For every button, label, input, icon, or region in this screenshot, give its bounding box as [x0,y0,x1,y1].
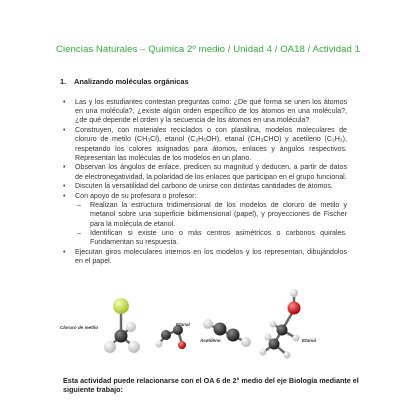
hydrogen-atom [260,349,267,356]
sub-list [75,201,347,247]
bullet-text: Con apoyo de su profesora o profesor: [75,192,197,201]
bullet-item [62,248,347,266]
ethanal-model [156,325,187,349]
activity-content [62,98,347,267]
section-title-text: Analizando moléculas orgánicas [74,77,189,86]
hydrogen-atom [126,322,136,332]
section-number: 1. [60,77,67,86]
chlorine-atom [113,298,129,314]
sub-item [75,229,347,247]
bullet-text: Discuten la versatilidad del carbono de unirse con distintas cantidades de átomos. [75,182,333,191]
molecule-models-figure [54,282,344,362]
molecule-label-acetylene: Acetileno [200,338,221,343]
ethanol-model [260,289,301,359]
bullet-icon: • [63,164,66,172]
sub-item-text: Identifican si existe uno o más centros asimétricos o carbonos quirales. Fundamentan su respuesta. [90,228,347,247]
sub-item [75,201,347,229]
bullet-item [62,163,347,181]
bullet-item [62,192,347,247]
hydrogen-atom [156,341,163,348]
bullet-icon: • [63,183,66,191]
bullet-list [62,98,347,266]
carbon-atom [277,325,288,336]
carbon-atom [214,323,227,336]
molecule-label-methyl-chloride: Cloruro de metilo [60,325,99,330]
section-title [60,77,189,86]
carbon-atom [227,329,240,342]
hydrogen-atom [128,341,140,353]
molecule-label-ethanal: Etanal [176,322,190,327]
bullet-icon: • [63,127,66,135]
bullet-icon: • [63,99,66,106]
hydrogen-atom [203,319,213,329]
hydrogen-atom [270,321,277,328]
bullet-text: Construyen, con materiales reciclados o con plastilina, modelos moleculares de cloruro de metilo (CH₃Cl), etanol (C₂H₅OH), etanal (CH₃CHO) y acetileno (C₂H₂), respetando los colores asignados para átomos, enlaces y ángulos respectivos. Representan las moléculas de los modelos en un plano. [75,126,347,162]
dash-icon: – [77,201,81,210]
bullet-item [62,98,347,126]
methyl-chloride-model [104,298,140,353]
bullet-text: Observan los ángulos de enlace, predicen su magnitud y deducen, a partir de datos de electronegatividad, la polaridad de los enlaces que participan en el grupo funcional. [75,163,347,181]
breadcrumb-header: Ciencias Naturales – Química 2º medio / Unidad 4 / OA18 / Actividad 1 [56,44,360,55]
bullet-icon: • [63,248,66,256]
carbon-atom [161,330,171,340]
bullet-text: Ejecutan giros moleculares internos en los modelos y los representan, dibujándolos en el papel. [75,247,347,265]
carbon-atom [269,339,280,350]
sub-item-text: Realizan la estructura tridimensional de los modelos de cloruro de metilo y metanol sobre una superficie bidimensional (papel), y proyecciones de Fischer para la molécula de etanol. [90,201,347,228]
molecule-models-svg [54,282,344,362]
footer-note: Esta actividad puede relacionarse con el OA 6 de 2° medio del eje Biología mediante el siguiente trabajo: [63,376,359,395]
hydrogen-atom [284,352,291,359]
oxygen-atom [178,341,186,349]
molecule-label-ethanol: Etanol [302,338,317,343]
bullet-text: Las y los estudiantes contestan preguntas como: ¿De qué forma se unen los átomos en una molécula?, ¿existe algún orden específico de los átomos en una molécula?, ¿de qué depende el orden y la secuencia de los átomos en una molécula? [75,98,347,125]
hydrogen-atom [241,337,251,347]
hydrogen-atom [293,335,300,342]
hydrogen-atom [290,289,298,297]
bullet-icon: • [63,193,66,201]
bullet-item [62,182,347,191]
carbon-atom [115,330,128,343]
oxygen-atom [288,302,301,315]
hydrogen-atom [104,341,116,353]
hydrogen-atom [265,334,272,341]
bullet-item [62,126,347,163]
dash-icon: – [77,228,81,237]
